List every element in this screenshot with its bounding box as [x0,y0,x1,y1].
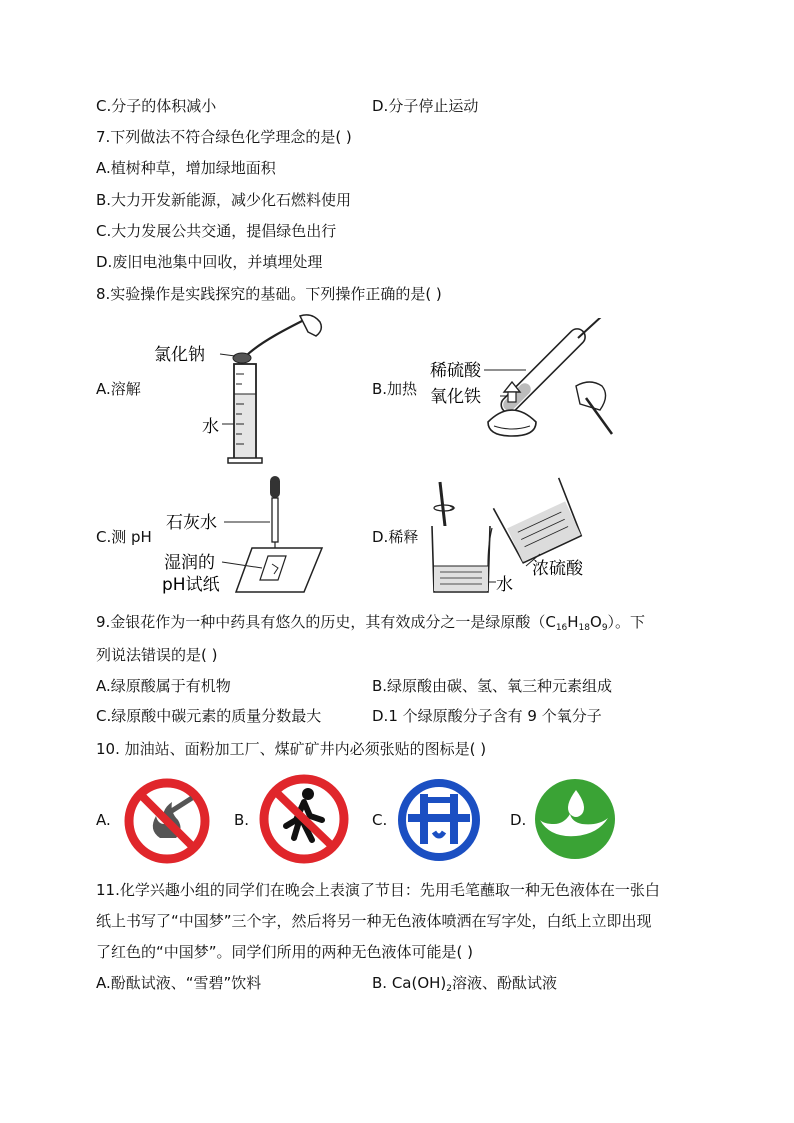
q8-figure-a [150,312,330,467]
q8-option-b: B.加热 [372,380,418,398]
figb-label-acid: 稀硫酸 [430,361,481,381]
no-pedestrian-icon [256,772,352,866]
q8-figure-c [158,476,328,596]
q10-stem: 10. 加油站、面粉加工厂、煤矿矿井内必须张贴的图标是( ) [96,740,487,758]
q8-stem: 8.实验操作是实践探究的基础。下列操作正确的是( ) [96,285,442,303]
q9-stem-line1 [96,612,645,638]
q9-option-d: D.1 个绿原酸分子含有 9 个氧分子 [372,707,602,725]
green-water-icon [532,776,618,862]
q9-stem-line2: 列说法错误的是( ) [96,646,218,664]
q7-stem: 7.下列做法不符合绿色化学理念的是( ) [96,128,352,146]
q11-option-a-text: A.酚酞试液、“雪碧”饮料 [96,974,262,992]
q11-stem-line2: 纸上书写了“中国梦”三个字，然后将另一种无色液体喷洒在写字处，白纸上立即出现 [96,912,652,930]
water-saving-icon [394,776,484,864]
q9-option-b: B.绿原酸由碳、氢、氧三种元素组成 [372,677,613,695]
q10-option-b: B. [234,811,250,829]
no-fire-icon [120,776,214,866]
figd-label-water: 水 [496,575,513,595]
figc-label-wet: 湿润的 [164,553,215,573]
figc-label-ph-paper: pH试纸 [162,575,220,595]
q9-stem-end: ）。下 [607,613,646,631]
q10-option-a: A. [96,811,111,829]
figb-label-fe2o3: 氧化铁 [430,387,481,407]
q9-option-a: A.绿原酸属于有机物 [96,677,231,695]
q10-option-c: C. [372,811,388,829]
q10-option-d: D. [510,811,527,829]
q8-option-d: D.稀释 [372,528,419,546]
q9-formula: $C_{16}H_{18}O_9$ [545,613,608,633]
figc-label-limewater: 石灰水 [166,513,217,533]
q8-figure-d [428,474,604,598]
q6-option-c: C.分子的体积减小 [96,97,217,115]
q7-option-d: D.废旧电池集中回收，并填埋处理 [96,253,323,271]
q8-option-a: A.溶解 [96,380,141,398]
q6-option-d: D.分子停止运动 [372,97,479,115]
q7-option-b: B.大力开发新能源，减少化石燃料使用 [96,191,352,209]
q8-option-c: C.测 pH [96,528,152,546]
q9-option-c: C.绿原酸中碳元素的质量分数最大 [96,707,322,725]
figd-label-h2so4: 浓硫酸 [532,559,583,579]
q7-option-c: C.大力发展公共交通，提倡绿色出行 [96,222,337,240]
q9-stem-text: 9.金银花作为一种中药具有悠久的历史，其有效成分之一是绿原酸（ [96,613,546,631]
q8-figure-b [426,318,622,446]
q11-stem-line1: 11.化学兴趣小组的同学们在晚会上表演了节目：先用毛笔蘸取一种无色液体在一张白 [96,881,660,899]
q11-stem-line3: 了红色的“中国梦”。同学们所用的两种无色液体可能是( ) [96,943,474,961]
q11-option-b: B. $Ca(OH)_2$溶液、酚酞试液 [372,974,558,994]
figa-label-water: 水 [202,417,219,437]
q7-option-a: A.植树种草，增加绿地面积 [96,159,276,177]
figa-label-nacl: 氯化钠 [154,345,205,365]
